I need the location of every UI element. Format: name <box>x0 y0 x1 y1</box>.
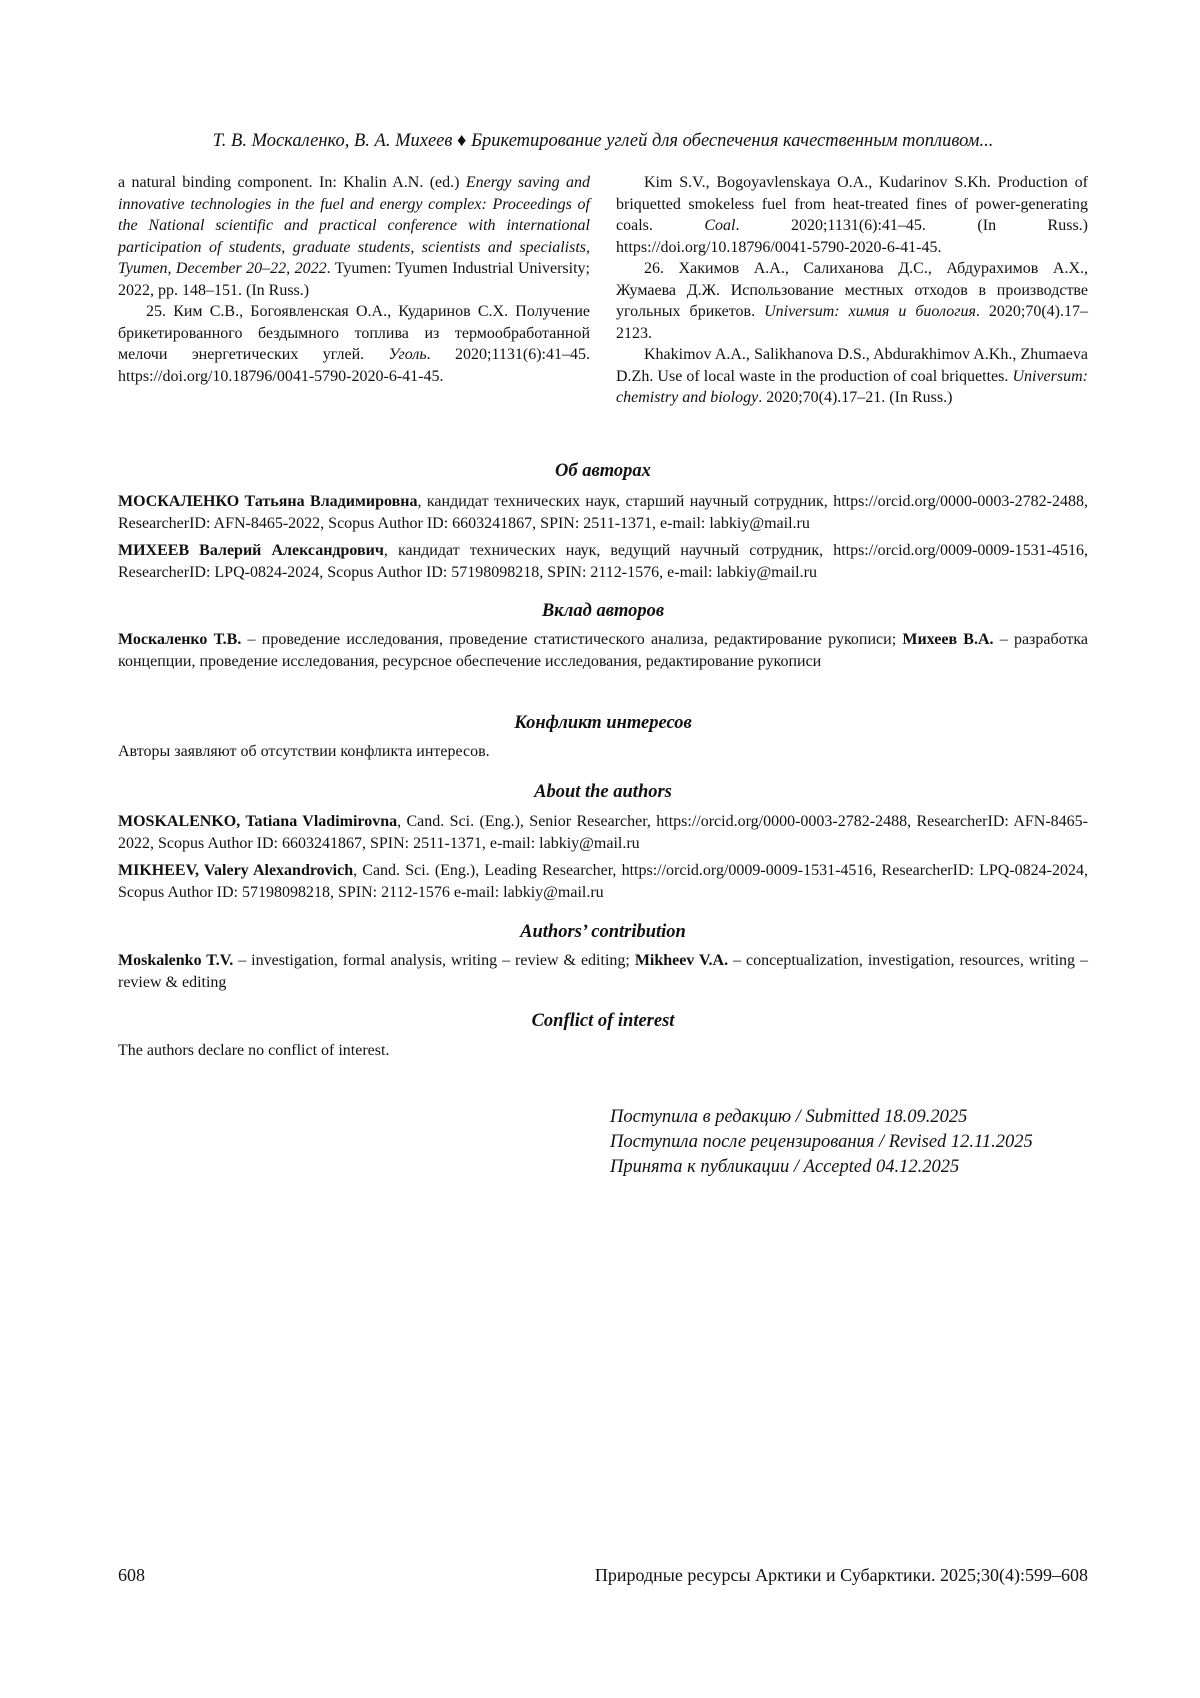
ref-text: . Tyumen: Tyumen Industrial University; 2022, pp. 148–151. (In Russ.) <box>118 260 590 299</box>
ref-text: Khakimov A.A., Salikhanova D.S., Abdurakhimov A.Kh., Zhumaeva D.Zh. Use of local waste in the production of coal briquettes. <box>616 346 1088 385</box>
references-left-column <box>118 172 590 387</box>
ref-text: 25. Ким С.В., Богоявленская О.А., Кударинов С.Х. Получение брикетированного бездымного топлива из термообработанной мелочи энергетических углей. <box>118 303 590 363</box>
conflict-en-text: The authors declare no conflict of interest. <box>118 1042 390 1059</box>
accepted-date: Принята к публикации / Accepted 04.12.2025 <box>610 1157 960 1177</box>
author-2-en <box>118 860 1088 903</box>
ref-text: . 2020;1131(6):41–45. (In Russ.) https://doi.org/10.18796/0041-5790-2020-6-41-45. <box>616 217 1088 256</box>
ref-italic: Universum: chemistry and biology <box>616 367 1088 406</box>
author-name: Михеев В.А. <box>902 631 994 648</box>
conflict-ru-title: Конфликт интересов <box>514 713 692 733</box>
journal-citation: Природные ресурсы Арктики и Субарктики. 2025;30(4):599–608 <box>594 1565 1088 1585</box>
reference-25 <box>118 301 590 387</box>
reference-24-continuation <box>118 172 590 301</box>
reference-25-en <box>616 172 1088 258</box>
contribution-text: – investigation, formal analysis, writing – review & editing; <box>233 952 635 969</box>
conflict-en-title: Conflict of interest <box>531 1011 675 1031</box>
author-name: МИХЕЕВ Валерий Александрович <box>118 542 384 559</box>
conflict-ru-text: Авторы заявляют об отсутствии конфликта интересов. <box>118 743 490 760</box>
ref-italic: Уголь <box>388 346 427 363</box>
ref-text: . 2020;70(4).17–21. (In Russ.) <box>758 389 953 406</box>
contribution-en-text <box>118 950 1088 993</box>
article-dates <box>610 1105 1033 1180</box>
author-1-en <box>118 811 1088 854</box>
references-right-column <box>616 172 1088 409</box>
contribution-ru-title: Вклад авторов <box>541 601 665 621</box>
ref-italic: Energy saving and innovative technologies in the fuel and energy complex: Proceedings of the National scientific and practical conference with international participation of students, graduate students, scientists and specialists, Tyumen, December 20–22, 2022 <box>118 174 591 277</box>
ref-italic: Universum: химия и биология <box>764 303 976 320</box>
ref-text: Kim S.V., Bogoyavlenskaya O.A., Kudarinov S.Kh. Production of briquetted smokeless fuel from heat-treated fines of power-generating coals. <box>616 174 1088 234</box>
contribution-text: – conceptualization, investigation, resources, writing – review & editing <box>118 952 1089 991</box>
author-2-ru <box>118 540 1088 583</box>
page-number: 608 <box>118 1565 145 1585</box>
ref-text: . 2020;1131(6):41–45. https://doi.org/10.18796/0041-5790-2020-6-41-45. <box>118 346 591 385</box>
contribution-en-title: Authors’ contribution <box>520 922 686 942</box>
author-details: , Cand. Sci. (Eng.), Senior Researcher, https://orcid.org/0000-0003-2782-2488, ResearcherID: AFN-8465-2022, Scopus Author ID: 6603241867, SPIN: 2511-1371, e-mail: labkiy@mail.ru <box>118 813 1088 852</box>
author-name: MOSKALENKO, Tatiana Vladimirovna <box>118 813 398 830</box>
author-details: , Cand. Sci. (Eng.), Leading Researcher, https://orcid.org/0009-0009-1531-4516, ResearcherID: LPQ-0824-2024, Scopus Author ID: 57198098218, SPIN: 2112-1576 e-mail: labkiy@mail.ru <box>118 862 1088 901</box>
author-1-ru <box>118 491 1088 534</box>
author-details: , кандидат технических наук, ведущий научный сотрудник, https://orcid.org/0009-0009-1531-4516, ResearcherID: LPQ-0824-2024, Scopus Author ID: 57198098218, SPIN: 2112-1576, e-mail: labkiy@mail.ru <box>118 542 1088 581</box>
ref-text: 26. Хакимов А.А., Салиханова Д.С., Абдурахимов А.Х., Жумаева Д.Ж. Использование местных отходов в производстве угольных брикетов. <box>616 260 1088 320</box>
author-name: МОСКАЛЕНКО Татьяна Владимировна <box>118 493 418 510</box>
author-details: , кандидат технических наук, старший научный сотрудник, https://orcid.org/0000-0003-2782-2488, ResearcherID: AFN-8465-2022, Scopus Author ID: 6603241867, SPIN: 2511-1371, e-mail: labkiy@mail.ru <box>118 493 1089 532</box>
revised-date: Поступила после рецензирования / Revised 12.11.2025 <box>610 1132 1033 1152</box>
contribution-text: – проведение исследования, проведение статистического анализа, редактирование рукописи; <box>241 631 903 648</box>
ref-text: . 2020;70(4).17–2123. <box>616 303 1088 342</box>
submitted-date: Поступила в редакцию / Submitted 18.09.2025 <box>610 1107 968 1127</box>
author-name: Москаленко Т.В. <box>118 631 242 648</box>
contribution-ru-text <box>118 629 1088 672</box>
author-name: Moskalenko T.V. <box>118 952 234 969</box>
reference-26 <box>616 258 1088 344</box>
contribution-text: – разработка концепции, проведение исследования, ресурсное обеспечение исследования, редактирование рукописи <box>118 631 1089 670</box>
ref-text: a natural binding component. In: Khalin A.N. (ed.) <box>118 174 466 191</box>
ref-italic: Coal <box>704 217 736 234</box>
about-authors-en-title: About the authors <box>534 782 672 802</box>
running-head: Т. В. Москаленко, В. А. Михеев ♦ Брикетирование углей для обеспечения качественным топливом... <box>212 131 994 151</box>
author-name: Mikheev V.A. <box>634 952 729 969</box>
about-authors-ru-title: Об авторах <box>555 461 651 481</box>
reference-26-en <box>616 344 1088 409</box>
author-name: MIKHEEV, Valery Alexandrovich <box>118 862 354 879</box>
